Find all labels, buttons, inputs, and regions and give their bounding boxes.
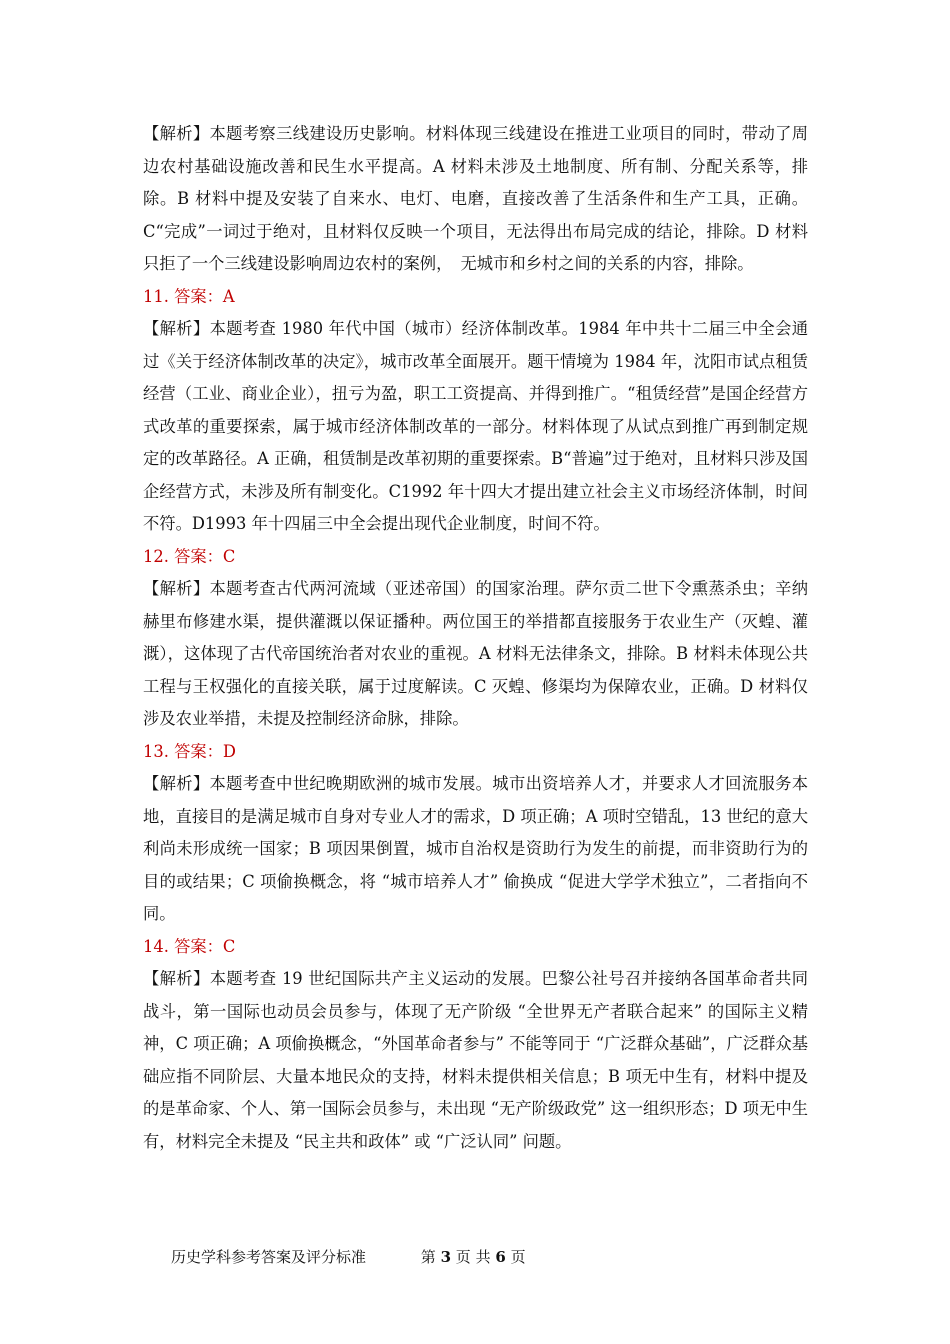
- page-suffix: 页: [510, 1248, 526, 1266]
- answer-heading: 12. 答案：C: [143, 546, 236, 566]
- page-number: [421, 1248, 526, 1266]
- page-prefix: 第: [420, 1248, 436, 1266]
- footer-doc-title: 历史学科参考答案及评分标准: [171, 1248, 367, 1266]
- analysis-paragraph: 【解析】本题考察三线建设历史影响。材料体现三线建设在推进工业项目的同时，带动了周边农村基础设施改善和民生水平提高。A 材料未涉及土地制度、所有制、分配关系等，排除。B 材料中提及安装了自来水、电灯、电磨，直接改善了生活条件和生产工具，正确。C“完成”一词过于绝对，且材料仅反映一个项目，无法得出布局完成的结论，排除。D 材料只拒了一个三线建设影响周边农村的案例， 无城市和乡村之间的关系的内容，排除。: [143, 124, 808, 273]
- page-mid: 页 共: [455, 1248, 491, 1266]
- page-footer: [171, 1246, 526, 1267]
- current-page: 3: [440, 1248, 452, 1266]
- total-pages: 6: [495, 1248, 506, 1266]
- answer-heading: 13. 答案：D: [143, 741, 236, 761]
- answer-content: [143, 118, 808, 1158]
- analysis-paragraph: 【解析】本题考查古代两河流域（亚述帝国）的国家治理。萨尔贡二世下令熏蒸杀虫；辛纳赫里布修建水渠，提供灌溉以保证播种。两位国王的举措都直接服务于农业生产（灭蝗、灌溉），这体现了古代帝国统治者对农业的重视。A 材料无法律条文，排除。B 材料未体现公共工程与王权强化的直接关联，属于过度解读。C 灭蝗、修渠均为保障农业，正确。D 材料仅涉及农业举措，未提及控制经济命脉，排除。: [143, 579, 808, 728]
- analysis-paragraph: 【解析】本题考查 1980 年代中国（城市）经济体制改革。1984 年中共十二届三中全会通过《关于经济体制改革的决定》，城市改革全面展开。题干情境为 1984 年，沈阳市试点租赁经营（工业、商业企业），扭亏为盈，职工工资提高、并得到推广。“租赁经营”是国企经营方式改革的重要探索，属于城市经济体制改革的一部分。材料体现了从试点到推广再到制定规定的改革路径。A 正确，租赁制是改革初期的重要探索。B“普遍”过于绝对，且材料只涉及国企经营方式，未涉及所有制变化。C1992 年十四大才提出建立社会主义市场经济体制，时间不符。D1993 年十四届三中全会提出现代企业制度，时间不符。: [143, 319, 808, 533]
- analysis-paragraph: 【解析】本题考查中世纪晚期欧洲的城市发展。城市出资培养人才，并要求人才回流服务本地，直接目的是满足城市自身对专业人才的需求，D 项正确；A 项时空错乱，13 世纪的意大利尚未形成统一国家；B 项因果倒置，城市自治权是资助行为发生的前提，而非资助行为的目的或结果；C 项偷换概念，将 “城市培养人才” 偷换成 “促进大学学术独立”，二者指向不同。: [143, 774, 808, 923]
- answer-heading: 14. 答案：C: [143, 936, 236, 956]
- analysis-paragraph: 【解析】本题考查 19 世纪国际共产主义运动的发展。巴黎公社号召并接纳各国革命者共同战斗，第一国际也动员会员参与，体现了无产阶级 “全世界无产者联合起来” 的国际主义精神，C 项正确；A 项偷换概念，“外国革命者参与” 不能等同于 “广泛群众基础”，广泛群众基础应指不同阶层、大量本地民众的支持，材料未提供相关信息；B 项无中生有，材料中提及的是革命家、个人、第一国际会员参与，未出现 “无产阶级政党” 这一组织形态；D 项无中生有，材料完全未提及 “民主共和政体” 或 “广泛认同” 问题。: [143, 969, 808, 1151]
- answer-heading: 11. 答案：A: [143, 286, 235, 306]
